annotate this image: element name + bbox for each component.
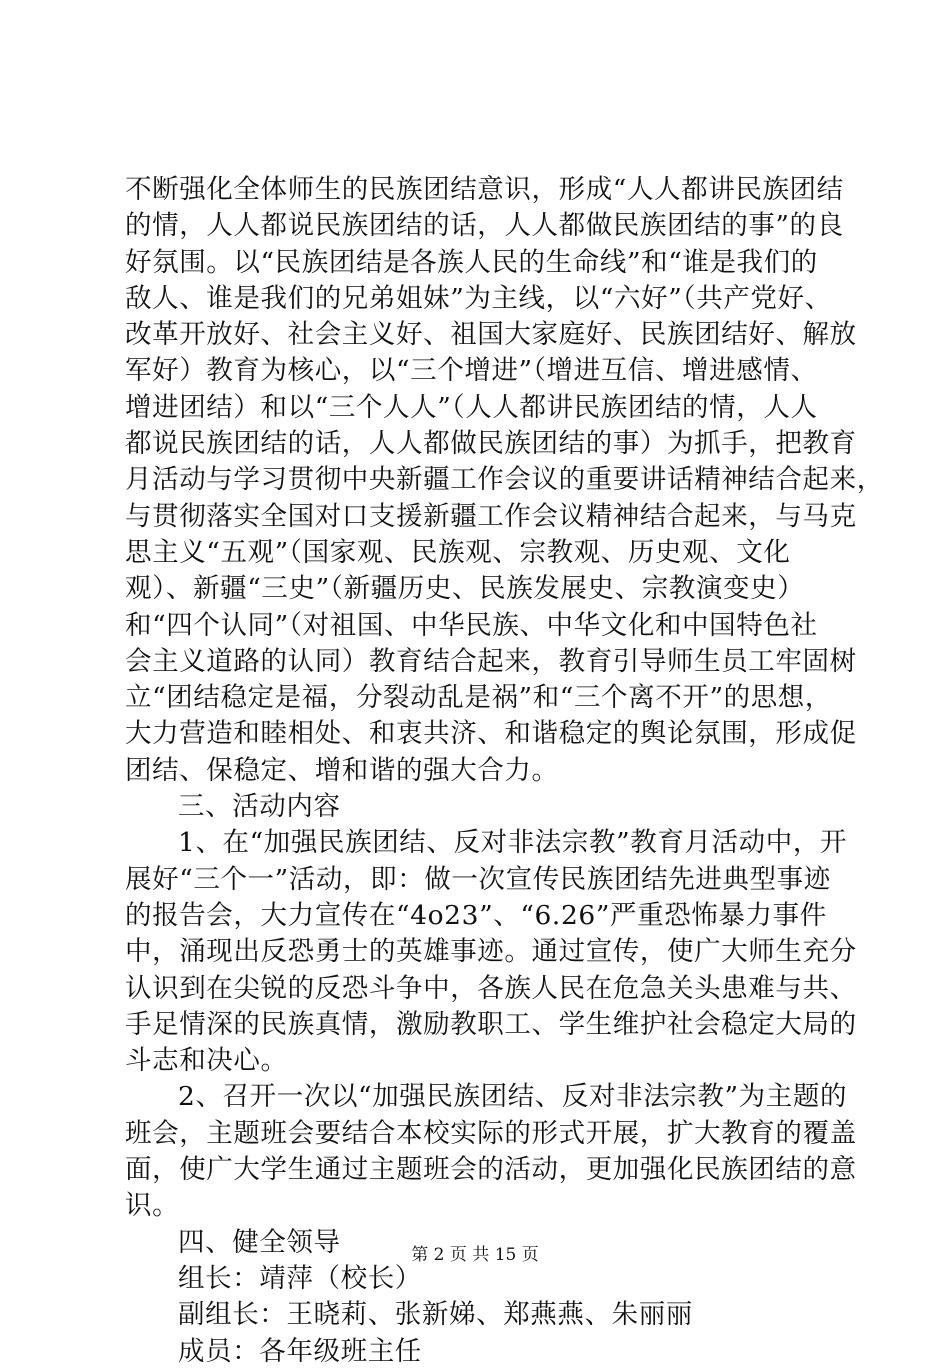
text-line: 改革开放好、社会主义好、祖国大家庭好、民族团结好、解放 [125,319,857,351]
text-line: 军好）教育为核心，以“三个增进”（增进互信、增进感情、 [125,355,818,387]
text-line: 斗志和决心。 [125,1045,288,1077]
text-line: 的情，人人都说民族团结的话，人人都做民族团结的事”的良 [125,210,844,242]
text-line: 认识到在尖锐的反恐斗争中，各族人民在危急关头患难与共、 [125,972,857,1004]
text-line: 三、活动内容 [178,791,341,823]
text-line: 会主义道路的认同）教育结合起来，教育引导师生员工牢固树 [125,645,857,677]
text-line: 观）、新疆“三史”（新疆历史、民族发展史、宗教演变史） [125,573,805,605]
document-body [125,172,884,1370]
text-line: 识。 [125,1190,180,1222]
text-line: 不断强化全体师生的民族团结意识，形成“人人都讲民族团结 [125,174,844,205]
text-line: 1、在“加强民族团结、反对非法宗教”教育月活动中，开 [178,827,848,859]
text-line: 与贯彻落实全国对口支援新疆工作会议精神结合起来，与马克 [125,500,857,532]
text-line: 成员：各年级班主任 [178,1335,422,1367]
page-footer: 第 2 页 共 15 页 [411,1245,539,1265]
text-line: 副组长：王晓莉、张新娣、郑燕燕、朱丽丽 [178,1299,693,1331]
text-line: 2、召开一次以“加强民族团结、反对非法宗教”为主题的 [178,1081,848,1113]
text-line: 班会，主题班会要结合本校实际的形式开展，扩大教育的覆盖 [125,1117,857,1149]
text-line: 立“团结稳定是福，分裂动乱是祸”和“三个离不开”的思想， [125,682,832,714]
text-line: 都说民族团结的话，人人都做民族团结的事）为抓手，把教育 [125,428,857,460]
text-line: 手足情深的民族真情，激励教职工、学生维护社会稳定大局的 [125,1008,857,1040]
text-line: 面，使广大学生通过主题班会的活动，更加强化民族团结的意 [125,1154,857,1186]
text-line: 组长：靖萍（校长） [178,1262,422,1294]
text-line: 展好“三个一”活动，即：做一次宣传民族团结先进典型事迹 [125,863,831,895]
text-line: 中，涌现出反恐勇士的英雄事迹。通过宣传，使广大师生充分 [125,936,857,968]
text-line: 四、健全领导 [178,1226,341,1258]
text-line: 好氛围。以“民族团结是各族人民的生命线”和“谁是我们的 [125,246,818,278]
text-line: 月活动与学习贯彻中央新疆工作会议的重要讲话精神结合起来， [125,464,884,496]
text-line: 和“四个认同”（对祖国、中华民族、中华文化和中国特色社 [125,609,818,641]
text-line: 增进团结）和以“三个人人”（人人都讲民族团结的情，人人 [125,391,818,423]
text-line: 敌人、谁是我们的兄弟姐妹”为主线，以“六好”（共产党好、 [125,282,832,314]
text-line: 的报告会，大力宣传在“4o23”、“6.26”严重恐怖暴力事件 [125,899,827,931]
text-line: 大力营造和睦相处、和衷共济、和谐稳定的舆论氛围，形成促 [125,718,857,750]
text-line: 团结、保稳定、增和谐的强大合力。 [125,754,559,786]
text-line: 思主义“五观”（国家观、民族观、宗教观、历史观、文化 [125,536,791,568]
